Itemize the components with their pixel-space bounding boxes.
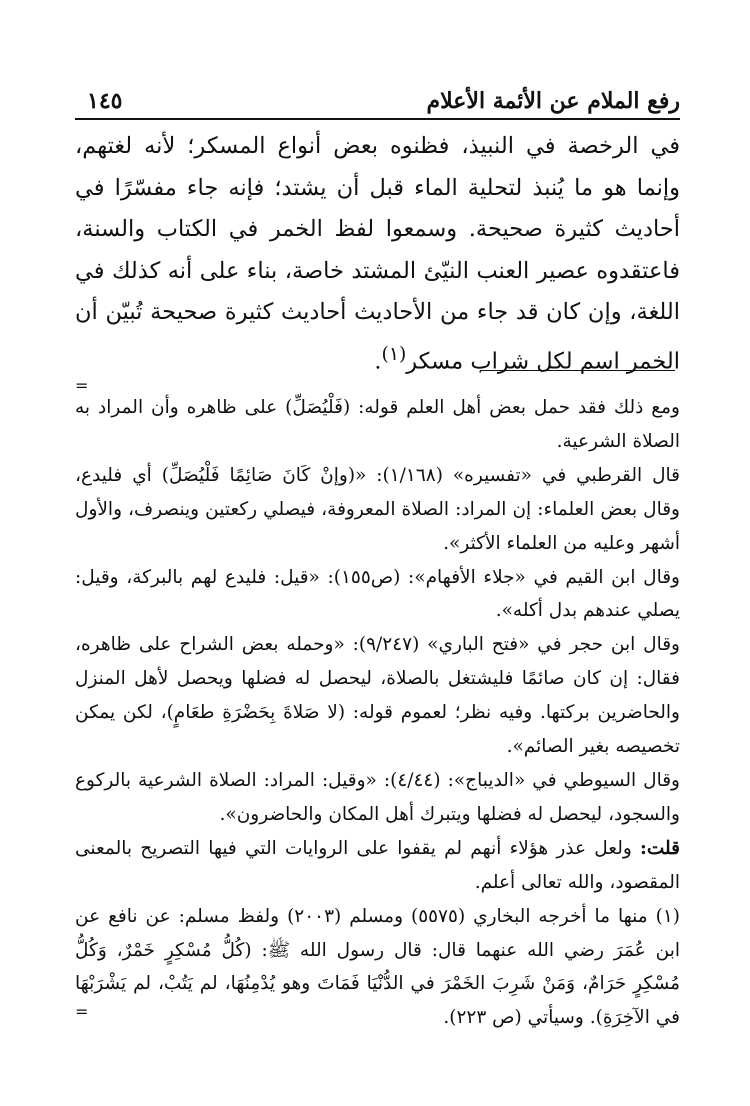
continuation-mark-top: = (75, 376, 89, 395)
paragraph-end: . (374, 348, 382, 374)
page-number: ١٤٥ (87, 88, 123, 114)
footnote-separator (480, 370, 675, 371)
footnote-reference: (١) (381, 343, 407, 365)
page-header (75, 86, 680, 120)
main-paragraph (75, 126, 680, 383)
footnote-line: قال القرطبي في «تفسيره» (١/١٦٨): «(وإنْ كَانَ صَائِمًا فَلْيُصَلِّ) أي فليدع، وقال بعض العلماء: إن المراد: الصلاة المعروفة، فيصلي ركعتين وينصرف، والأول أشهر وعليه من العلماء الأكثر». (75, 464, 680, 554)
footnote-line: ومع ذلك فقد حمل بعض أهل العلم قوله: (فَلْيُصَلِّ) على ظاهره وأن المراد به الصلاة الشرعية. (75, 397, 680, 452)
continuation-mark-bottom: = (75, 1002, 89, 1021)
qult-paragraph (75, 832, 680, 900)
main-text (75, 126, 680, 383)
footnotes-block (75, 391, 680, 1035)
footnote-1: (١) منها ما أخرجه البخاري (٥٥٧٥) ومسلم (٢٠٠٣) ولفظ مسلم: عن نافع عن ابن عُمَرَ رضي الله عنهما قال: قال رسول الله ﷺ: (كُلُّ مُسْكِرٍ خَمْرٌ، وَكُلُّ مُسْكِرٍ حَرَامٌ، وَمَنْ شَرِبَ الخَمْرَ في الدُّنْيَا فَمَاتَ وهو يُدْمِنُهَا، لم يَتُبْ، لم يَشْرَبْهَا في الآخِرَةِ). وسيأتي (ص ٢٢٣). (75, 905, 681, 1029)
qult-text: ولعل عذر هؤلاء أنهم لم يقفوا على الروايات التي فيها التصريح بالمعنى المقصود، والله تعالى أعلم. (75, 837, 680, 893)
footnote-line: وقال السيوطي في «الديباج»: (٤/٤٤): «وقيل: المراد: الصلاة الشرعية بالركوع والسجود، ليحصل له فضلها ويتبرك أهل المكان والحاضرون». (75, 769, 680, 825)
footnote-line: وقال ابن القيم في «جلاء الأفهام»: (ص١٥٥): «قيل: فليدع لهم بالبركة، وقيل: يصلي عندهم بدل أكله». (75, 566, 680, 622)
footnote-line: وقال ابن حجر في «فتح الباري» (٩/٢٤٧): «وحمله بعض الشراح على ظاهره، فقال: إن كان صائمًا فليشتغل بالصلاة، ليحصل له فضلها ويحصل لأهل المنزل والحاضرين بركتها. وفيه نظر؛ لعموم قوله: (لا صَلاةَ بِحَضْرَةِ طعَامٍ)، لكن يمكن تخصيصه بغير الصائم». (75, 634, 680, 758)
paragraph-text: في الرخصة في النبيذ، فظنوه بعض أنواع المسكر؛ لأنه لغتهم، وإنما هو ما يُنبذ لتحلية الماء قبل أن يشتد؛ فإنه جاء مفسّرًا في أحاديث كثيرة صحيحة. وسمعوا لفظ الخمر في الكتاب والسنة، فاعتقدوه عصير العنب النيّئ المشتد خاصة، بناء على أنه كذلك في اللغة، وإن كان قد جاء من الأحاديث أحاديث كثيرة صحيحة تُبيّن أن الخمر اسم لكل شراب مسكر (75, 133, 680, 374)
running-title: رفع الملام عن الأئمة الأعلام (426, 88, 680, 114)
qult-label: قلت: (640, 837, 680, 859)
